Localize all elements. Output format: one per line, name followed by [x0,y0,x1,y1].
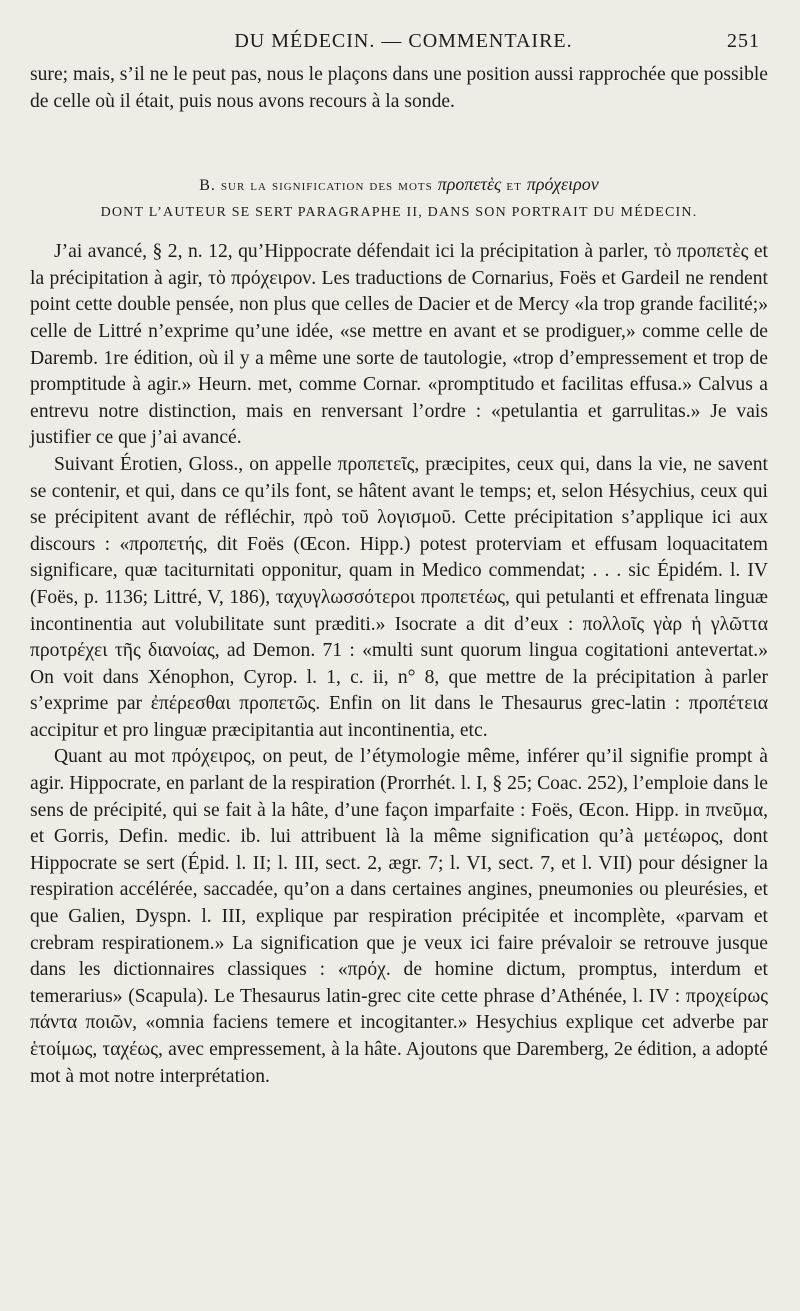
section-title-word1: προπετὲς [437,174,502,195]
running-title: DU MÉDECIN. — COMMENTAIRE. [234,30,573,52]
section-subtitle: DONT L’AUTEUR SE SERT PARAGRAPHE II, DANS SON PORTRAIT DU MÉDECIN. [100,205,698,221]
body-paragraph-1: J’ai avancé, § 2, n. 12, qu’Hippocrate défendait ici la précipitation à parler, τὸ προπετὲς et la précipitation à agir, τὸ πρόχειρον. Les traductions de Cornarius, Foës et Gardeil ne rendent point cette double pensée, non plus que celles de Dacier et de Mercy «la trop grande facilité;» celle de Littré n’exprime qu’une idée, «se mettre en avant et se prodiguer,» comme celle de Daremb. 1re édition, où il y a même une sorte de tautologie, «trop d’empressement et trop de promptitude à agir.» Heurn. met, comme Cornar. «promptitudo et facilitas effusa.» Calvus a entrevu notre distinction, mais en renversant l’ordre : «petulantia et garrulitas.» Je vais justifier ce que j’ai avancé. [30,241,768,449]
section-title-and: et [506,177,522,195]
body-paragraph-2: Suivant Érotien, Gloss., on appelle προπετεῖς, præcipites, ceux qui, dans la vie, ne savent se contenir, et qui, dans ce qu’ils font, se hâtent avant le temps; et, selon Hésychius, ceux qui se précipitent avant de réfléchir, πρὸ τοῦ λογισμοῦ. Cette précipitation s’applique ici aux discours : «προπετής, dit Foës (Œcon. Hipp.) potest proterviam et effusam loquacitatem significare, quæ taciturnitati opponitur, quam in Medico commendat; . . . sic Épidém. l. IV (Foës, p. 1136; Littré, V, 186), ταχυγλωσσότεροι προπετέως, qui petulanti et effrenata linguæ incontinentia aut volubilitate sunt præditi.» Isocrate a dit d’eux : πολλοῖς γὰρ ἡ γλῶττα προτρέχει τῆς διανοίας, ad Demon. 71 : «multi sunt quorum lingua cogitationi antevertat.» On voit dans Xénophon, Cyrop. l. 1, c. ii, n° 8, que mettre de la précipitation à parler s’exprime par ἐπέρεσθαι προπετῶς. Enfin on lit dans le Thesaurus grec-latin : προπέτεια accipitur et pro linguæ præcipitantia aut incontinentia, etc. [30,453,768,741]
page-body [30,62,768,1090]
section-title-word2: πρόχειρον [526,174,599,195]
page-header [40,30,760,64]
section-title-prefix: B. sur la signification des mots [199,177,433,195]
body-paragraph-3: Quant au mot πρόχειρος, on peut, de l’étymologie même, inférer qu’il signifie prompt à agir. Hippocrate, en parlant de la respiration (Prorrhét. l. I, § 25; Coac. 252), l’emploie dans le sens de précipité, qui se fait à la hâte, d’une façon imparfaite : Foës, Œcon. Hipp. in πνεῦμα, et Gorris, Defin. medic. ib. lui attribuent là la même signification qu’à μετέωρος, dont Hippocrate se sert (Épid. l. II; l. III, sect. 2, ægr. 7; l. VI, sect. 7, et l. VII) pour désigner la respiration accélérée, saccadée, qu’on a dans certaines angines, pneumonies ou pleurésies, et que Galien, Dyspn. l. III, explique par respiration précipitée et incomplète, «parvam et crebram respirationem.» La signification que je veux ici faire prévaloir se retrouve jusque dans les dictionnaires classiques : «πρόχ. de homine dictum, promptus, interdum et temerarius» (Scapula). Le Thesaurus latin-grec cite cette phrase d’Athénée, l. IV : προχείρως πάντα ποιῶν, «omnia faciens temere et incogitanter.» Hesychius explique cet adverbe par ἑτοίμως, ταχέως, avec empressement, à la hâte. Ajoutons que Daremberg, 2e édition, a adopté mot à mot notre interprétation. [30,746,768,1087]
section-title [30,171,768,199]
page-number: 251 [727,30,760,52]
intro-paragraph: sure; mais, s’il ne le peut pas, nous le plaçons dans une position aussi rapprochée que possible de celle où il était, puis nous avons recours à la sonde. [30,64,768,112]
